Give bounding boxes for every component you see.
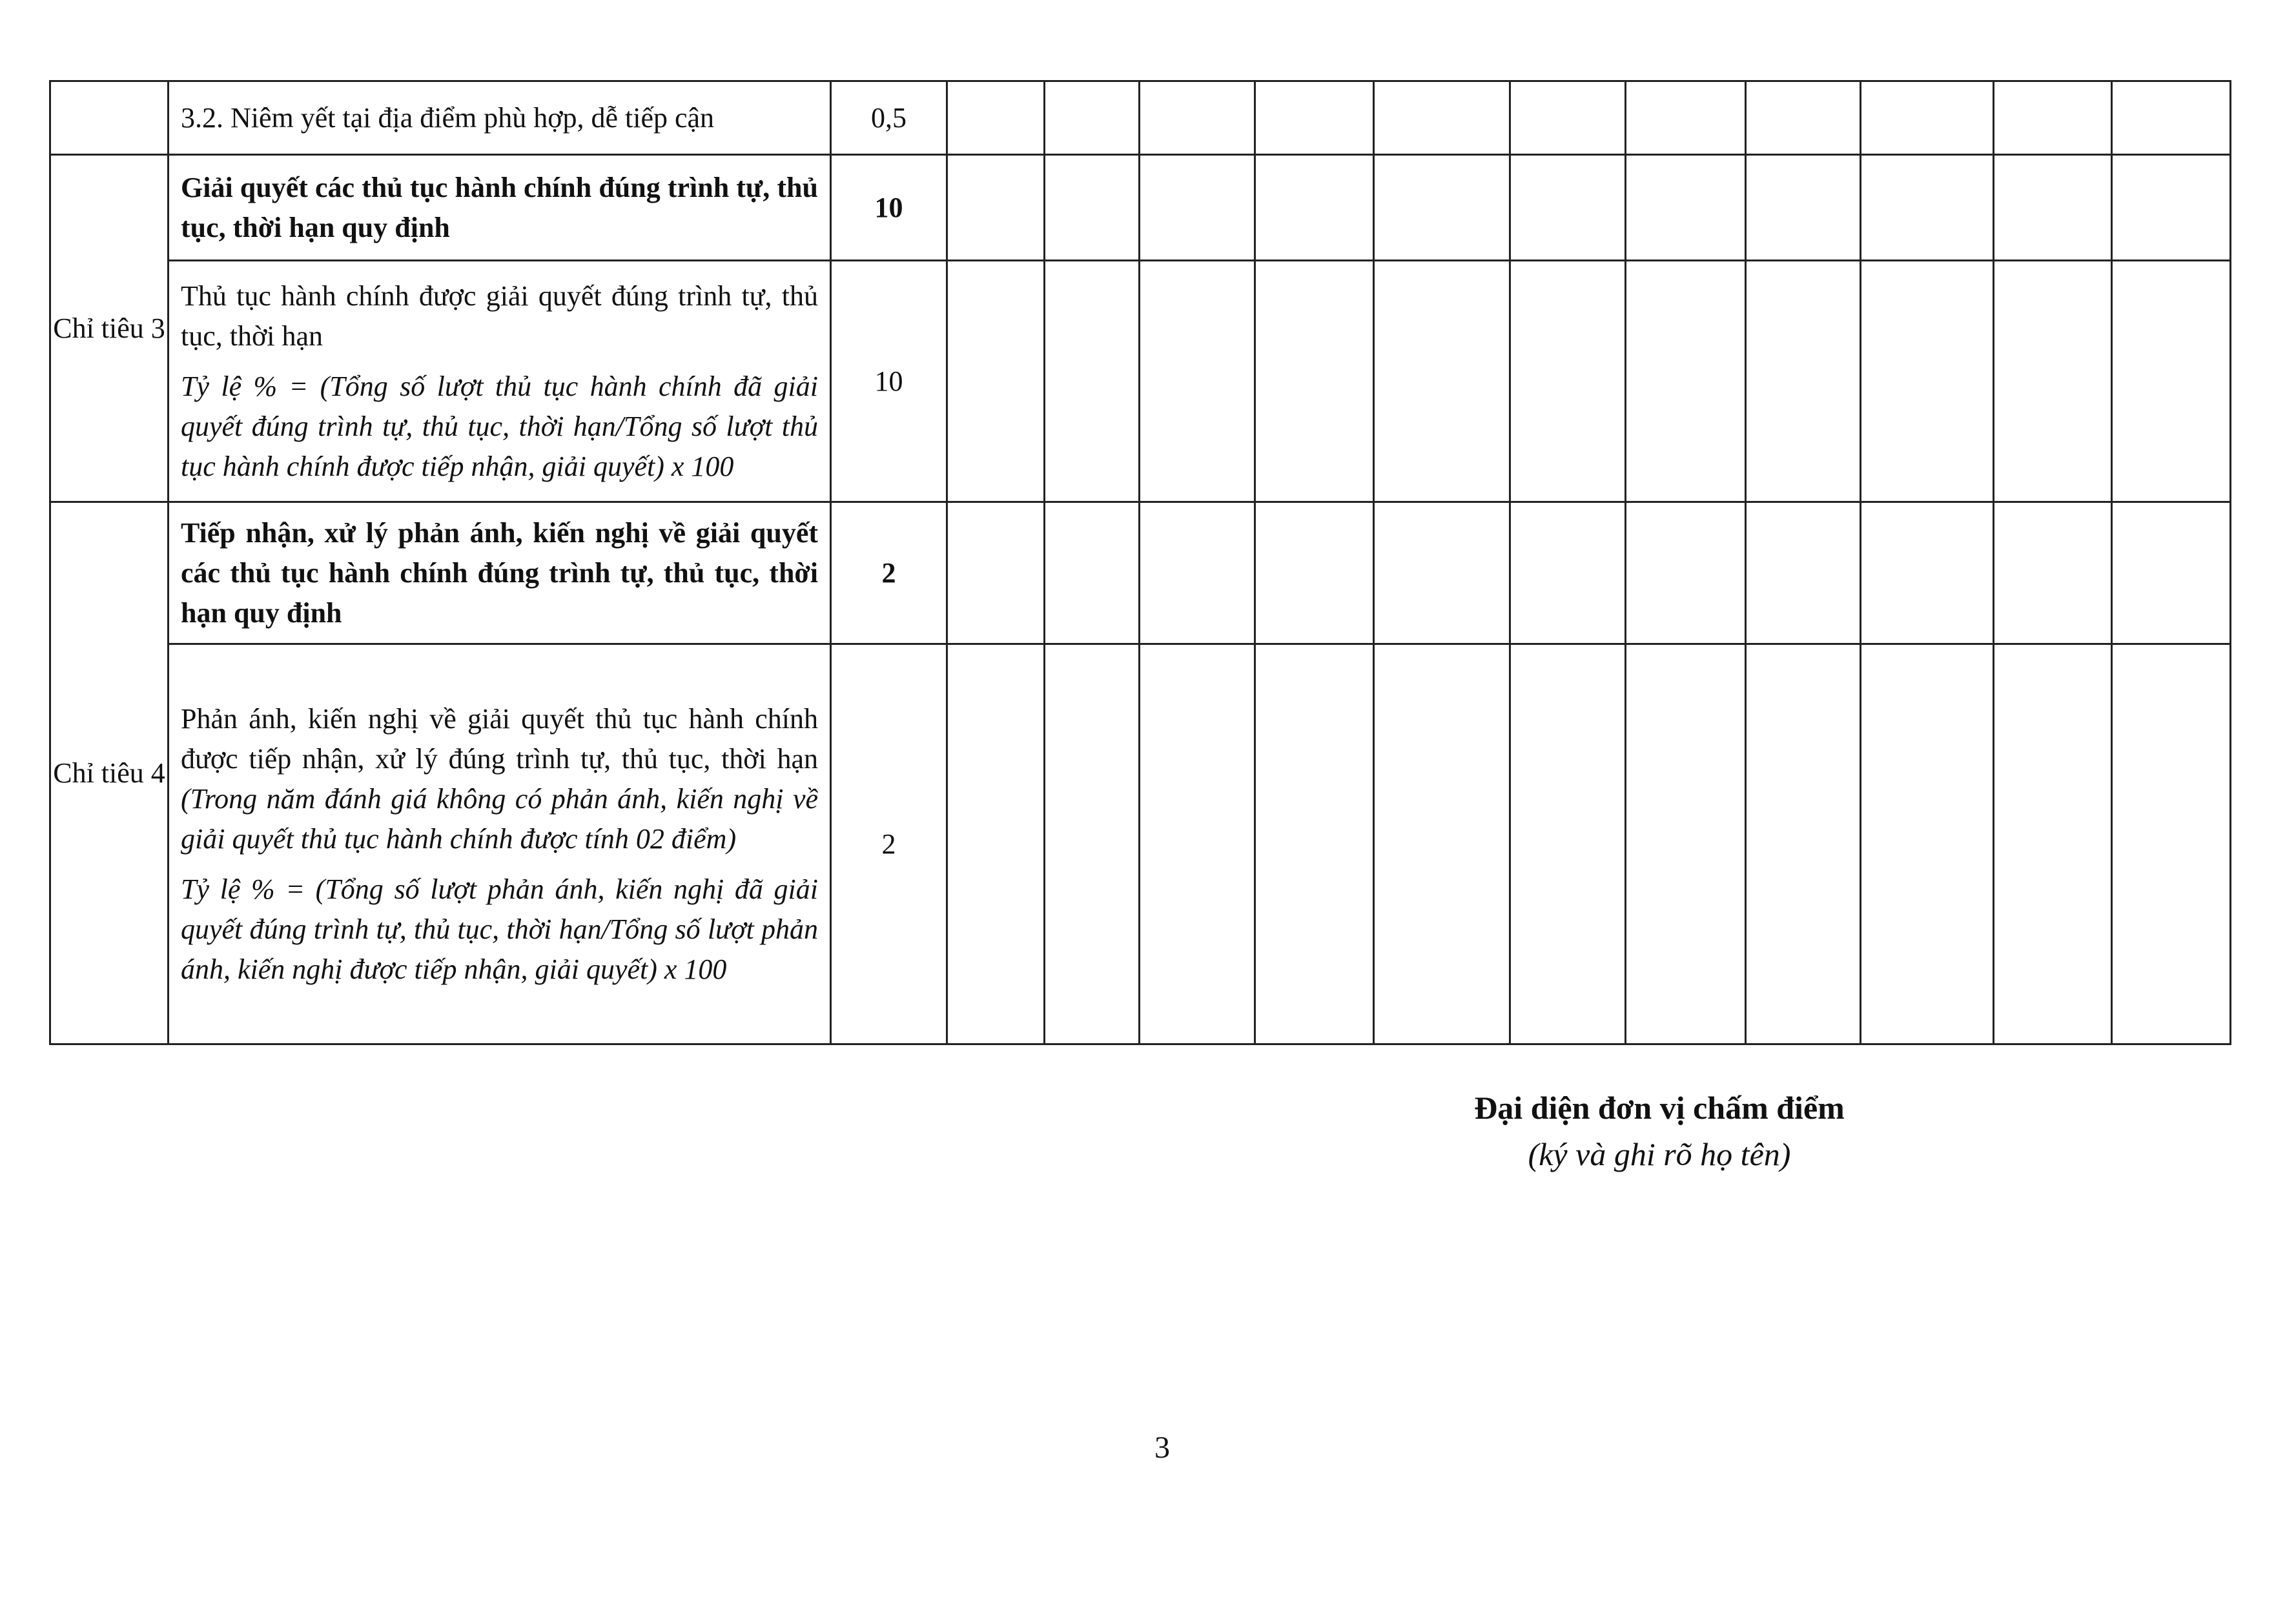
score-cell[interactable] [2112,155,2231,261]
score-cell[interactable] [1045,502,1140,644]
score-cell[interactable] [1510,502,1626,644]
signature-title: Đại diện đơn vị chấm điểm [1474,1090,1845,1126]
page-number: 3 [1154,1430,1170,1465]
score-cell[interactable] [1994,261,2112,502]
criterion-formula: Tỷ lệ % = (Tổng số lượt phản ánh, kiến nghị đã giải quyết đúng trình tự, thủ tục, thời hạn/Tổng số lượt phản ánh, kiến nghị được tiếp nhận, giải quyết) x 100 [181,873,818,985]
score-cell[interactable] [1746,261,1861,502]
score-cell[interactable] [2112,502,2231,644]
score-cell[interactable] [1626,502,1746,644]
score-cell[interactable] [1861,261,1994,502]
score-cell[interactable] [1746,502,1861,644]
table-row [50,81,2231,155]
max-score-cell: 2 [831,644,947,1044]
table-row [50,644,2231,1044]
score-cell[interactable] [1140,644,1255,1044]
signature-note: (ký và ghi rõ họ tên) [1528,1136,1791,1172]
criterion-formula: Tỷ lệ % = (Tổng số lượt thủ tục hành chính đã giải quyết đúng trình tự, thủ tục, thời hạn/Tổng số lượt thủ tục hành chính được tiếp nhận, giải quyết) x 100 [181,370,818,482]
criterion-desc-cell [169,261,831,502]
score-cell[interactable] [1374,502,1510,644]
score-cell[interactable] [1746,81,1861,155]
score-cell[interactable] [1045,644,1140,1044]
score-cell[interactable] [947,155,1045,261]
score-cell[interactable] [1140,81,1255,155]
score-cell[interactable] [1255,644,1374,1044]
score-cell[interactable] [1626,155,1746,261]
score-cell[interactable] [947,81,1045,155]
criterion-desc-cell: Giải quyết các thủ tục hành chính đúng trình tự, thủ tục, thời hạn quy định [169,155,831,261]
score-cell[interactable] [947,502,1045,644]
score-cell[interactable] [1255,155,1374,261]
score-cell[interactable] [1626,644,1746,1044]
score-cell[interactable] [1861,155,1994,261]
score-cell[interactable] [1374,261,1510,502]
score-cell[interactable] [1374,81,1510,155]
score-cell[interactable] [1374,644,1510,1044]
criterion-desc-cell [169,644,831,1044]
score-cell[interactable] [2112,81,2231,155]
table-row [50,502,2231,644]
max-score-cell: 0,5 [831,81,947,155]
score-cell[interactable] [1861,81,1994,155]
score-cell[interactable] [1255,502,1374,644]
score-cell[interactable] [1994,502,2112,644]
criterion-code-cell [50,81,169,155]
score-cell[interactable] [1994,155,2112,261]
score-cell[interactable] [1255,81,1374,155]
score-cell[interactable] [1861,502,1994,644]
score-cell[interactable] [1045,81,1140,155]
score-cell[interactable] [1861,644,1994,1044]
max-score-cell: 2 [831,502,947,644]
score-cell[interactable] [1255,261,1374,502]
score-cell[interactable] [1374,155,1510,261]
score-cell[interactable] [1626,261,1746,502]
score-cell[interactable] [1045,261,1140,502]
score-cell[interactable] [1746,644,1861,1044]
score-cell[interactable] [1746,155,1861,261]
criterion-desc-text: Thủ tục hành chính được giải quyết đúng trình tự, thủ tục, thời hạn [181,280,818,352]
criterion-desc-cell: Tiếp nhận, xử lý phản ánh, kiến nghị về giải quyết các thủ tục hành chính đúng trình tự, thủ tục, thời hạn quy định [169,502,831,644]
max-score-cell: 10 [831,261,947,502]
score-cell[interactable] [1510,81,1626,155]
score-table [49,80,2231,1045]
score-cell[interactable] [1510,644,1626,1044]
signature-block [1369,1084,1950,1177]
score-cell[interactable] [1994,644,2112,1044]
score-cell[interactable] [2112,644,2231,1044]
score-cell[interactable] [1510,155,1626,261]
score-cell[interactable] [1994,81,2112,155]
max-score-cell: 10 [831,155,947,261]
criterion-desc-text: Phản ánh, kiến nghị về giải quyết thủ tục hành chính được tiếp nhận, xử lý đúng trình tự, thủ tục, thời hạn (Trong năm đánh giá không có phản ánh, kiến nghị về giải quyết thủ tục hành chính được tính 02 điểm) [181,702,818,855]
score-cell[interactable] [1510,261,1626,502]
table-row [50,155,2231,261]
criterion-desc-cell: 3.2. Niêm yết tại địa điểm phù hợp, dễ tiếp cận [169,81,831,155]
score-cell[interactable] [1140,502,1255,644]
score-cell[interactable] [1140,261,1255,502]
score-cell[interactable] [947,644,1045,1044]
score-cell[interactable] [1626,81,1746,155]
score-cell[interactable] [2112,261,2231,502]
criterion-code-cell: Chỉ tiêu 4 [50,502,169,1044]
score-cell[interactable] [1045,155,1140,261]
criterion-code-cell: Chỉ tiêu 3 [50,155,169,502]
score-cell[interactable] [1140,155,1255,261]
table-row [50,261,2231,502]
score-cell[interactable] [947,261,1045,502]
criterion-note: (Trong năm đánh giá không có phản ánh, kiến nghị về giải quyết thủ tục hành chính được tính 02 điểm) [181,782,818,855]
